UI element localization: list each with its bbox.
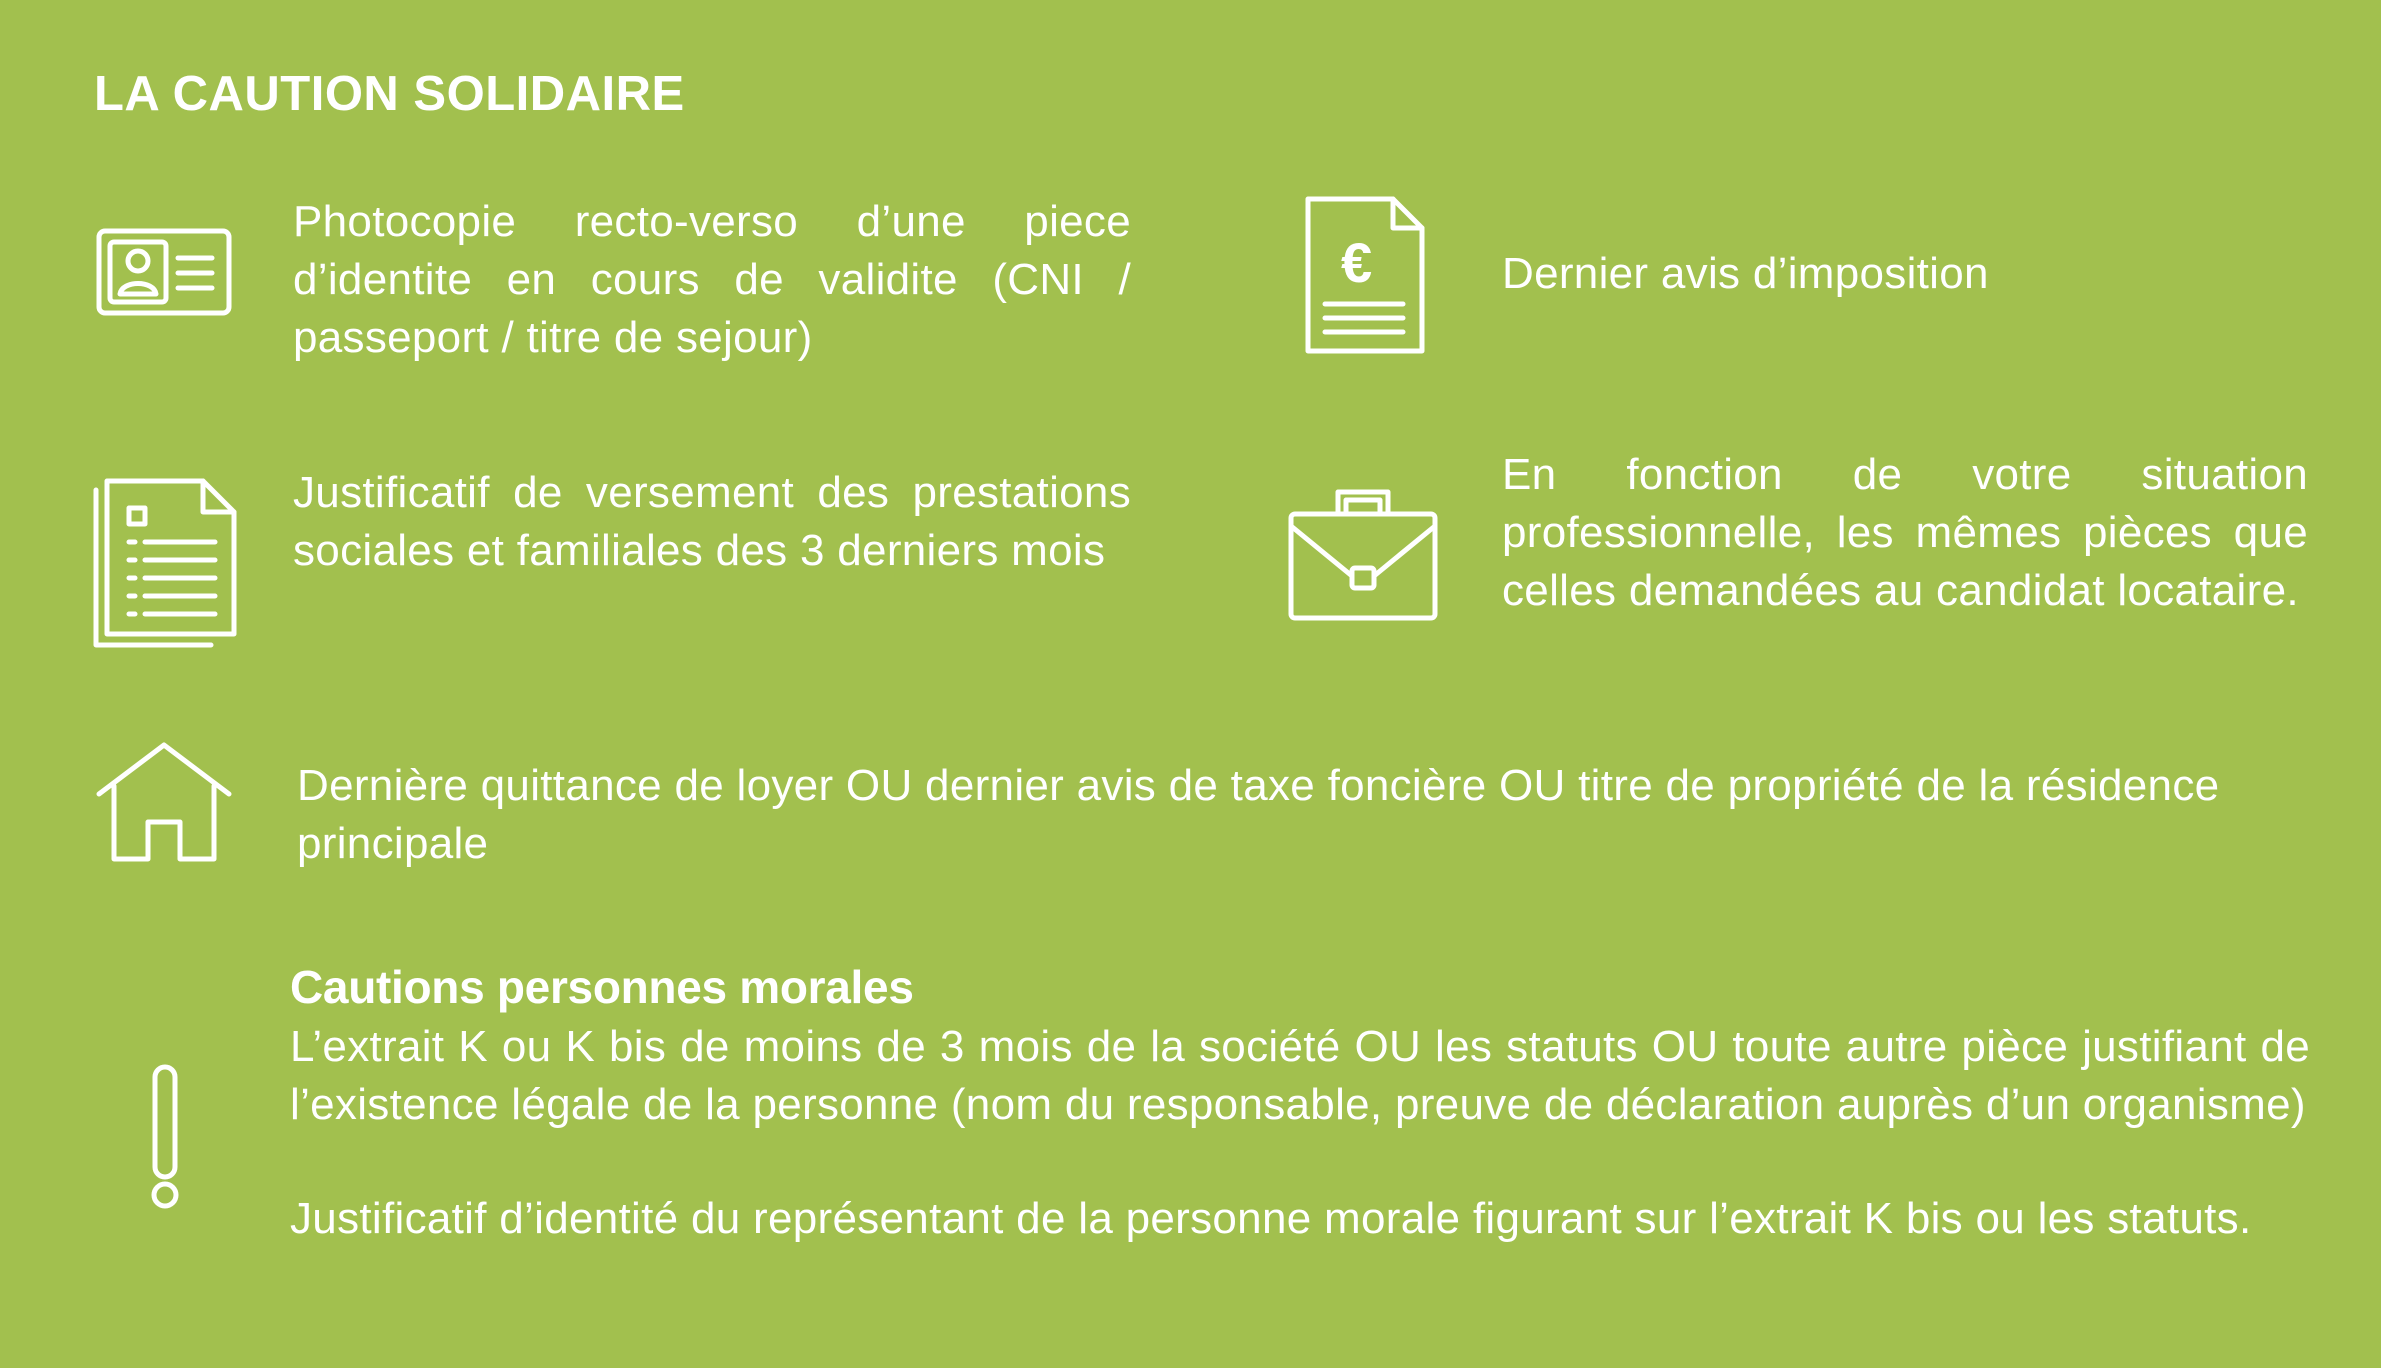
item-text-social-benefits: Justificatif de versement des prestations sociales et familiales des 3 derniers mois <box>293 468 1131 575</box>
item-text-tax-notice: Dernier avis d’imposition <box>1502 249 1989 298</box>
euro-document-icon <box>1305 196 1425 354</box>
item-text-professional-situation: En fonction de votre situation professionnelle, les mêmes pièces que celles demandées au candidat locataire. <box>1502 450 2308 615</box>
item-text-residence: Dernière quittance de loyer OU dernier avis de taxe foncière OU titre de propriété de la résidence principale <box>297 761 2220 868</box>
legal-entities-paragraph-2: Justificatif d’identité du représentant de la personne morale figurant sur l’extrait K bis ou les statuts. <box>290 1194 2252 1243</box>
item-text-id-document: Photocopie recto-verso d’une piece d’identite en cours de validite (CNI / passeport / titre de sejour) <box>293 197 1131 362</box>
legal-entities-paragraph-1: L’extrait K ou K bis de moins de 3 mois de la société OU les statuts OU toute autre pièce justifiant de l’existence légale de la personne (nom du responsable, preuve de déclaration auprès d’un organisme) <box>290 1022 2310 1129</box>
house-icon <box>96 742 232 862</box>
section-heading-legal-entities: Cautions personnes morales <box>290 961 914 1013</box>
page-title: LA CAUTION SOLIDAIRE <box>94 67 685 121</box>
id-card-icon <box>96 228 232 316</box>
documents-list-icon <box>93 478 237 648</box>
exclamation-icon <box>150 1064 180 1210</box>
briefcase-icon <box>1288 488 1438 622</box>
svg-text:€: € <box>1341 231 1373 294</box>
